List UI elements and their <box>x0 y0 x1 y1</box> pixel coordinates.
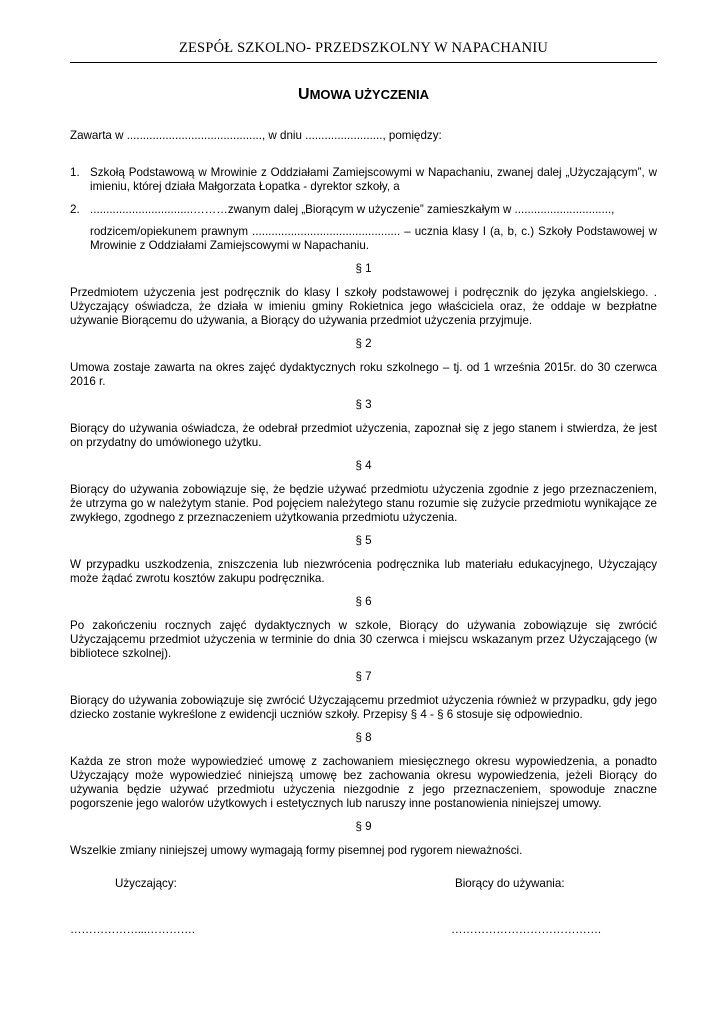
section-1-text: Przedmiotem użyczenia jest podręcznik do klasy I szkoły podstawowej i podręcznik do języka angielskiego. . Użyczający oświadcza, że działa w imieniu gminy Rokietnica jego właściciela oraz, że oddaje w bezpłatne używanie Biorącemu do używania, a Biorący do używania przedmiot użyczenia przyjmuje. <box>70 286 657 327</box>
section-3-heading: § 3 <box>355 398 372 411</box>
title-rest: MOWA UŻYCZENIA <box>309 87 429 102</box>
party-number: 1. <box>70 166 80 179</box>
section-3-text: Biorący do używania oświadcza, że odebrał przedmiot użyczenia, zapoznał się z jego stanem i stwierdza, że jest on przydatny do umówionego użytku. <box>70 422 657 449</box>
header-rule <box>70 62 657 63</box>
section-8-text: Każda ze stron może wypowiedzieć umowę z zachowaniem miesięcznego okresu wypowiedzenia, a ponadto Użyczający może wypowiedzieć niniejszą umowę bez zachowania okresu wypowiedzenia, jeżeli Biorący do używania będzie używać przedmiotu użyczenia niezgodnie z jego przeznaczeniem, spowoduje znaczne pogorszenie jego walorów użytkowych i estetycznych lub naruszy inne postanowienia niniejszej umowy. <box>70 755 657 810</box>
school-header: ZESPÓŁ SZKOLNO- PRZEDSZKOLNY W NAPACHANIU <box>178 40 549 56</box>
party-text: Szkołą Podstawową w Mrowinie z Oddziałami Zamiejscowymi w Napachaniu, zwanej dalej „Użyczającym”, w imieniu, której działa Małgorzata Łopatka - dyrektor szkoły, a <box>90 166 657 193</box>
lender-signature-line: ………………...…………. <box>70 923 195 936</box>
party-text <box>90 203 657 253</box>
party-2-line-2: rodzicem/opiekunem prawnym .............................................. – ucznia klasy I (a, b, c.) Szkoły Podstawowej w Mrowinie z Oddziałami Zamiejscowymi w Napachaniu. <box>90 225 657 252</box>
section-4-text: Biorący do używania zobowiązuje się, że będzie używać przedmiotu użyczenia zgodnie z jego przeznaczeniem, że utrzyma go w należytym stanie. Pod pojęciem należytego stanu rozumie się zużycie przedmiotu wynikające ze zwykłego, zgodnego z przeznaczeniem użytkowania przedmiotu użyczenia. <box>70 483 657 524</box>
section-5-heading: § 5 <box>355 534 372 547</box>
section-7-heading: § 7 <box>355 670 372 683</box>
section-5-text: W przypadku uszkodzenia, zniszczenia lub niezwrócenia podręcznika lub materiału edukacyjnego, Użyczający może żądać zwrotu kosztów zakupu podręcznika. <box>70 558 657 585</box>
party-1 <box>70 166 657 194</box>
party-2 <box>70 203 657 253</box>
section-9-text: Wszelkie zmiany niniejszej umowy wymagają formy pisemnej pod rygorem nieważności. <box>70 844 523 857</box>
borrower-signature-label: Biorący do używania: <box>455 877 565 890</box>
borrower-signature-line: …………………………………. <box>451 923 601 936</box>
section-6-heading: § 6 <box>355 595 372 608</box>
section-2-text: Umowa zostaje zawarta na okres zajęć dydaktycznych roku szkolnego – tj. od 1 września 2015r. do 30 czerwca 2016 r. <box>70 361 657 388</box>
party-number: 2. <box>70 203 80 216</box>
title-first-letter: U <box>298 86 310 103</box>
contract-body <box>70 129 657 858</box>
section-4-heading: § 4 <box>355 459 372 472</box>
section-1-heading: § 1 <box>355 262 372 275</box>
section-7-text: Biorący do używania zobowiązuje się zwrócić Użyczającemu przedmiot użyczenia również w przypadku, gdy jego dziecko zostanie wykreślone z ewidencji uczniów szkoły. Przepisy § 4 - § 6 stosuje się odpowiednio. <box>70 694 657 721</box>
section-9-heading: § 9 <box>355 820 372 833</box>
party-2-line-1: ................................………zwanym dalej „Biorącym w użyczenie” zamieszkałym w .............................., <box>90 203 615 216</box>
document-title <box>70 86 657 104</box>
intro-line: Zawarta w .........................................., w dniu ........................, pomiędzy: <box>70 129 442 142</box>
section-2-heading: § 2 <box>355 337 372 350</box>
section-6-text: Po zakończeniu rocznych zajęć dydaktycznych w szkole, Biorący do używania zobowiązuje się zwrócić Użyczającemu przedmiot użyczenia w terminie do dnia 30 czerwca i miejscu wskazanym przez Użyczającego (w bibliotece szkolnej). <box>70 619 657 660</box>
lender-signature-label: Użyczający: <box>115 877 177 890</box>
section-8-heading: § 8 <box>355 731 372 744</box>
